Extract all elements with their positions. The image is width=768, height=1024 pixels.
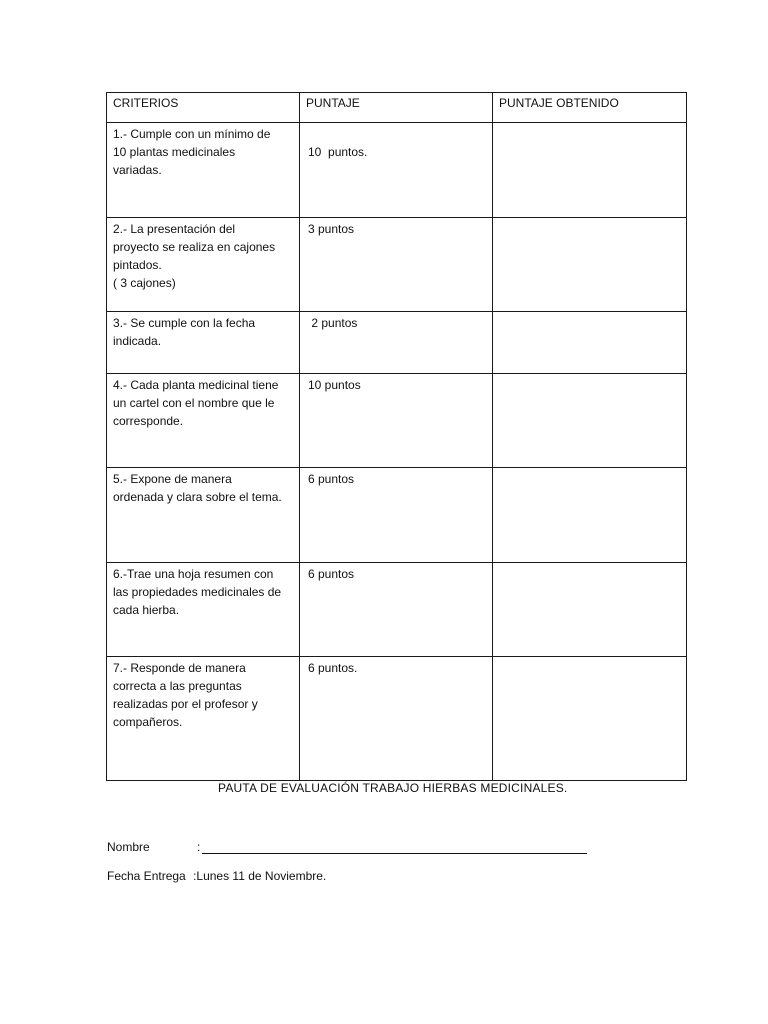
table-row [107,218,687,312]
table-row [107,657,687,781]
puntaje-cell: 3 puntos [300,218,493,312]
criterio-text-line: 6.-Trae una hoja resumen con [113,567,274,581]
criterio-cell [107,312,300,374]
criterio-cell [107,374,300,468]
header-criterios: CRITERIOS [107,93,300,123]
criterio-text-line: realizadas por el profesor y [113,697,258,711]
criterio-cell [107,123,300,218]
puntaje-obtenido-cell[interactable] [493,657,687,781]
criterio-text-line: correcta a las preguntas [113,679,242,693]
puntaje-obtenido-cell[interactable] [493,218,687,312]
fecha-entrega-value: :Lunes 11 de Noviembre. [193,869,327,883]
criterio-text-line: 10 plantas medicinales [113,145,236,159]
puntaje-obtenido-cell[interactable] [493,468,687,563]
puntaje-obtenido-cell[interactable] [493,563,687,657]
table-body [107,123,687,781]
criterio-text-line: 1.- Cumple con un mínimo de [113,127,271,141]
nombre-label: Nombre [107,840,150,854]
puntaje-cell: 6 puntos [300,563,493,657]
puntaje-obtenido-cell[interactable] [493,374,687,468]
criterio-text-line: compañeros. [113,715,183,729]
criterio-text-line: 2.- La presentación del [113,222,236,236]
table-row [107,123,687,218]
criterio-text-line: ordenada y clara sobre el tema. [113,490,282,504]
puntaje-cell: 6 puntos. [300,657,493,781]
document-title: PAUTA DE EVALUACIÓN TRABAJO HIERBAS MEDICINALES. [218,781,568,795]
puntaje-cell: 10 puntos [300,374,493,468]
criterio-text-line: cada hierba. [113,603,180,617]
fecha-entrega-field [107,869,326,883]
evaluation-rubric-table [106,92,687,781]
fecha-entrega-label: Fecha Entrega [107,869,186,883]
puntaje-cell: 6 puntos [300,468,493,563]
nombre-colon: : [197,840,201,854]
criterio-text-line: 3.- Se cumple con la fecha [113,316,256,330]
nombre-blank-line [202,841,587,854]
criterio-text-line: 5.- Expone de manera [113,472,232,486]
criterio-cell [107,563,300,657]
criterio-text-line: las propiedades medicinales de [113,585,282,599]
table-row [107,468,687,563]
criterio-cell [107,218,300,312]
criterio-cell [107,468,300,563]
criterio-cell [107,657,300,781]
criterio-text-line: 7.- Responde de manera [113,661,246,675]
header-puntaje-obtenido: PUNTAJE OBTENIDO [493,93,687,123]
criterio-text-line: proyecto se realiza en cajones [113,240,276,254]
header-puntaje: PUNTAJE [300,93,493,123]
table-row [107,374,687,468]
criterio-text-line: pintados. [113,258,162,272]
criterio-text-line: 4.- Cada planta medicinal tiene [113,378,279,392]
criterio-text-line: ( 3 cajones) [113,276,176,290]
criterio-text-line: variadas. [113,163,162,177]
puntaje-cell: 10 puntos. [300,123,493,218]
puntaje-cell: 2 puntos [300,312,493,374]
criterio-text-line: corresponde. [113,414,184,428]
puntaje-obtenido-cell[interactable] [493,312,687,374]
table-row [107,563,687,657]
nombre-field [107,840,587,854]
table-row [107,312,687,374]
table-header-row [107,93,687,123]
puntaje-obtenido-cell[interactable] [493,123,687,218]
criterio-text-line: un cartel con el nombre que le [113,396,275,410]
criterio-text-line: indicada. [113,334,162,348]
